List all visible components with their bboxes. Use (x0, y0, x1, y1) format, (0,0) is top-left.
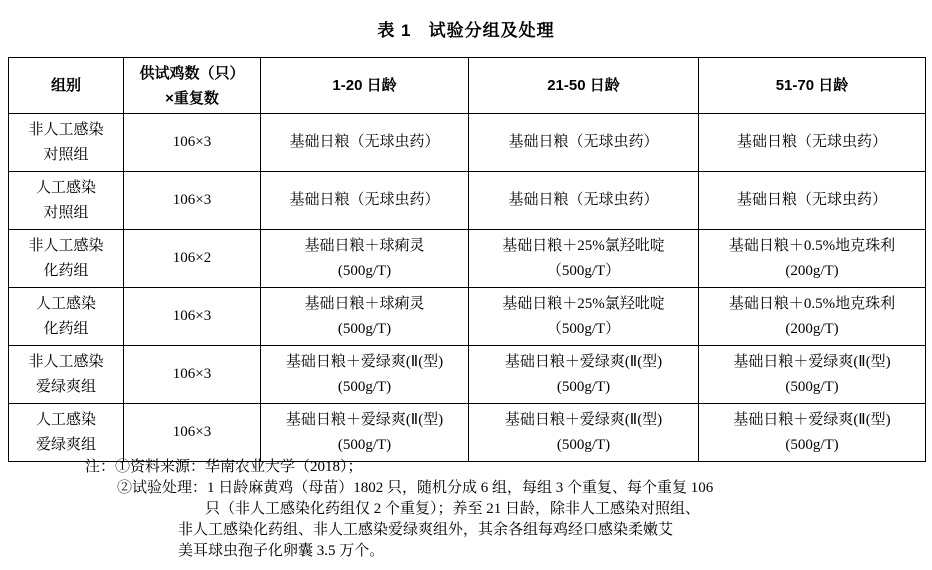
group-name-line: 化药组 (43, 320, 89, 337)
count-cell (124, 172, 261, 230)
footnote-line: 注：①资料来源：华南农业大学（2018）； (85, 459, 363, 475)
diet-cell-21-50 (469, 288, 699, 346)
group-name-line: 人工感染 (35, 411, 96, 428)
table-row (9, 404, 926, 462)
count-cell (124, 114, 261, 172)
diet-dose-line: （500g/T） (546, 320, 621, 337)
footnote-line: 非人工感染化药组、非人工感染爱绿爽组外，其余各组每鸡经口感染柔嫩艾 (178, 522, 674, 538)
table-row (9, 288, 926, 346)
diet-cell-51-70 (699, 288, 926, 346)
experiment-grouping-table (8, 57, 926, 462)
diet-cell-1-20 (261, 346, 469, 404)
diet-cell-21-50 (469, 114, 699, 172)
group-cell (9, 172, 124, 230)
diet-dose-line: (500g/T) (785, 378, 839, 395)
group-cell (9, 288, 124, 346)
count-value: 106×3 (172, 366, 212, 382)
header-label: ×重复数 (165, 89, 219, 107)
diet-line: 基础日粮＋爱绿爽(Ⅱ(型) (285, 353, 444, 370)
diet-dose-line: (500g/T) (337, 436, 392, 453)
header-row (9, 58, 926, 114)
header-group (9, 58, 124, 114)
diet-line: 基础日粮＋爱绿爽(Ⅱ(型) (733, 411, 891, 428)
diet-line: 基础日粮（无球虫药） (736, 192, 887, 208)
count-cell (124, 404, 261, 462)
diet-line: 基础日粮＋爱绿爽(Ⅱ(型) (733, 353, 891, 370)
group-name-line: 非人工感染 (28, 121, 104, 138)
group-cell (9, 230, 124, 288)
diet-line: 基础日粮＋0.5%地克珠利 (728, 237, 896, 254)
group-name-line: 爱绿爽组 (35, 378, 96, 395)
count-value: 106×2 (172, 250, 212, 266)
diet-dose-line: (200g/T) (785, 320, 839, 337)
group-name-line: 对照组 (43, 204, 89, 221)
count-cell (124, 230, 261, 288)
table-row (9, 172, 926, 230)
count-cell (124, 288, 261, 346)
diet-dose-line: （500g/T） (546, 262, 621, 279)
diet-line: 基础日粮（无球虫药） (508, 134, 659, 150)
group-name-line: 爱绿爽组 (35, 436, 96, 453)
diet-cell-21-50 (469, 172, 699, 230)
diet-cell-51-70 (699, 114, 926, 172)
diet-dose-line: (500g/T) (556, 378, 611, 395)
header-label: 21-50 日龄 (547, 77, 620, 94)
header-label: 51-70 日龄 (775, 77, 849, 94)
diet-line: 基础日粮＋25%氯羟吡啶 (502, 295, 665, 312)
diet-cell-21-50 (469, 230, 699, 288)
group-name-line: 人工感染 (35, 179, 96, 196)
group-name-line: 化药组 (43, 262, 89, 279)
diet-dose-line: (500g/T) (337, 378, 392, 395)
diet-line: 基础日粮＋爱绿爽(Ⅱ(型) (285, 411, 444, 428)
diet-dose-line: (500g/T) (337, 320, 392, 337)
header-label: 组别 (50, 77, 81, 94)
group-cell (9, 404, 124, 462)
group-name-line: 对照组 (43, 146, 89, 163)
group-cell (9, 346, 124, 404)
count-cell (124, 346, 261, 404)
header-age-21-50 (469, 58, 699, 114)
count-value: 106×3 (172, 192, 212, 208)
diet-dose-line: (500g/T) (556, 436, 611, 453)
header-chicken-count (124, 58, 261, 114)
diet-cell-51-70 (699, 172, 926, 230)
diet-cell-51-70 (699, 346, 926, 404)
group-name-line: 非人工感染 (28, 353, 104, 370)
diet-line: 基础日粮（无球虫药） (289, 192, 440, 208)
header-age-51-70 (699, 58, 926, 114)
diet-line: 基础日粮（无球虫药） (736, 134, 887, 150)
diet-cell-51-70 (699, 230, 926, 288)
table-row (9, 114, 926, 172)
diet-cell-1-20 (261, 288, 469, 346)
footnote-line: 美耳球虫孢子化卵囊 3.5 万个。 (178, 543, 385, 559)
diet-line: 基础日粮＋0.5%地克珠利 (728, 295, 896, 312)
diet-cell-51-70 (699, 404, 926, 462)
diet-dose-line: (500g/T) (785, 436, 839, 453)
diet-line: 基础日粮＋球痢灵 (304, 295, 425, 312)
header-label: 供试鸡数（只） (139, 64, 245, 82)
count-value: 106×3 (172, 134, 212, 150)
group-name-line: 非人工感染 (28, 237, 104, 254)
diet-line: 基础日粮＋25%氯羟吡啶 (502, 237, 665, 254)
diet-cell-1-20 (261, 230, 469, 288)
diet-line: 基础日粮（无球虫药） (289, 134, 440, 150)
diet-cell-1-20 (261, 114, 469, 172)
diet-cell-21-50 (469, 404, 699, 462)
group-cell (9, 114, 124, 172)
diet-dose-line: (200g/T) (785, 262, 839, 279)
table-row (9, 230, 926, 288)
diet-line: 基础日粮＋爱绿爽(Ⅱ(型) (504, 353, 663, 370)
table-title: 表 1 试验分组及处理 (377, 21, 555, 40)
diet-cell-1-20 (261, 404, 469, 462)
diet-cell-21-50 (469, 346, 699, 404)
diet-line: 基础日粮＋球痢灵 (304, 237, 425, 254)
diet-line: 基础日粮＋爱绿爽(Ⅱ(型) (504, 411, 663, 428)
footnote-line: ②试验处理：1 日龄麻黄鸡（母苗）1802 只，随机分成 6 组，每组 3 个重复、每个重复 106 (117, 480, 714, 496)
diet-dose-line: (500g/T) (337, 262, 392, 279)
diet-line: 基础日粮（无球虫药） (508, 192, 659, 208)
group-name-line: 人工感染 (35, 295, 96, 312)
count-value: 106×3 (172, 308, 212, 324)
header-label: 1-20 日龄 (332, 77, 397, 94)
count-value: 106×3 (172, 424, 212, 440)
diet-cell-1-20 (261, 172, 469, 230)
table-row (9, 346, 926, 404)
header-age-1-20 (261, 58, 469, 114)
footnote-line: 只（非人工感染化药组仅 2 个重复）；养至 21 日龄，除非人工感染对照组、 (205, 501, 701, 517)
